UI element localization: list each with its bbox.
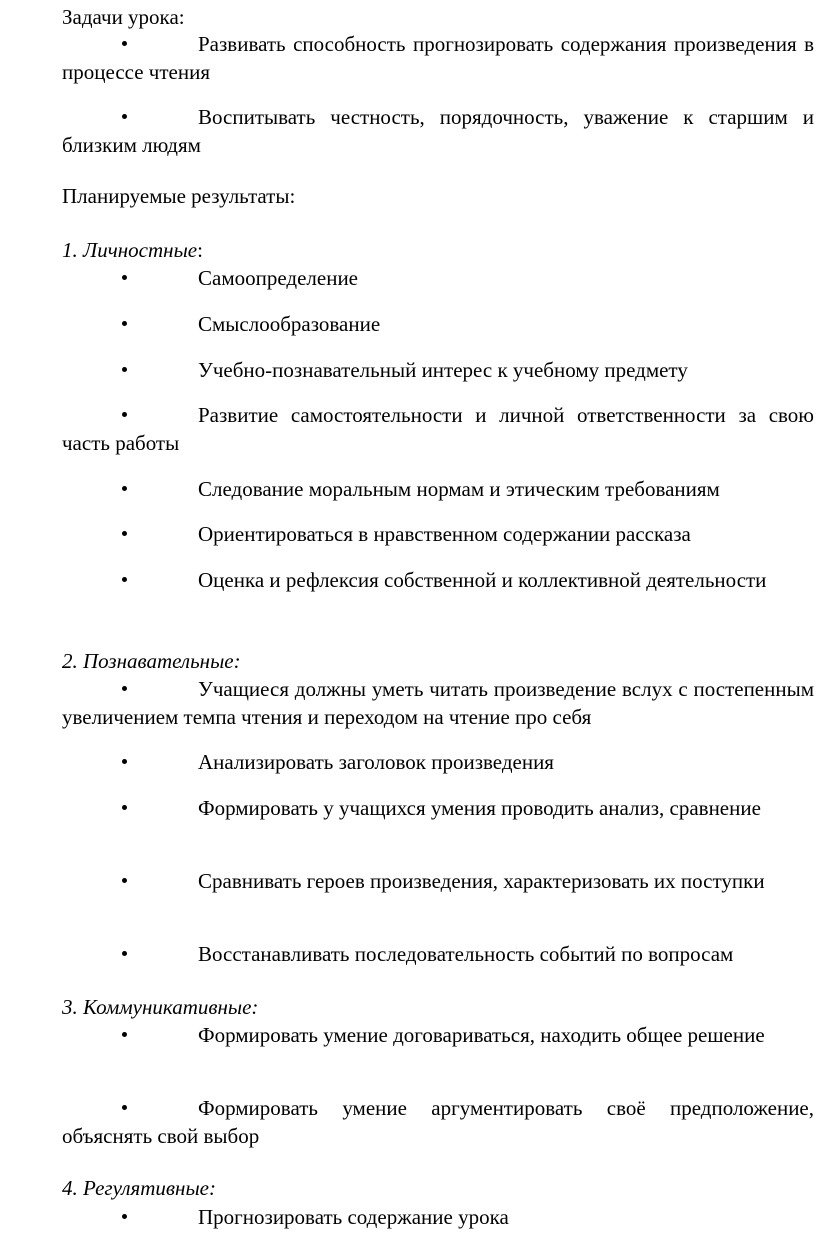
list-item bbox=[62, 1203, 814, 1231]
bullet-icon bbox=[122, 114, 127, 119]
section-label-text: 1. Личностные bbox=[62, 238, 198, 262]
list-item bbox=[62, 401, 814, 457]
bullet-icon bbox=[122, 412, 127, 417]
list-item bbox=[62, 356, 814, 384]
list-item bbox=[62, 794, 814, 822]
list-item bbox=[62, 748, 814, 776]
list-item bbox=[62, 310, 814, 338]
section-label-suffix: : bbox=[197, 238, 203, 262]
list-item bbox=[62, 867, 814, 895]
section-regulatory-label: 4. Регулятивные: bbox=[62, 1176, 216, 1200]
list-item bbox=[62, 103, 814, 159]
bullet-icon bbox=[122, 577, 127, 582]
bullet-icon bbox=[122, 805, 127, 810]
bullet-icon bbox=[122, 951, 127, 956]
bullet-icon bbox=[122, 1214, 127, 1219]
list-item-text: Самоопределение bbox=[198, 266, 359, 290]
bullet-icon bbox=[122, 367, 127, 372]
bullet-icon bbox=[122, 321, 127, 326]
section-cognitive-label: 2. Познавательные: bbox=[62, 649, 241, 673]
list-item-text: Восстанавливать последовательность событий по вопросам bbox=[198, 942, 734, 966]
list-item bbox=[62, 520, 814, 548]
list-item bbox=[62, 675, 814, 731]
bullet-icon bbox=[122, 41, 127, 46]
results-heading: Планируемые результаты: bbox=[62, 184, 296, 208]
list-item-text: Учащиеся должны уметь читать произведение вслух с постепенным увеличением темпа чтения и переходом на чтение про себя bbox=[62, 677, 814, 729]
list-item bbox=[62, 940, 814, 968]
list-item-text: Учебно-познавательный интерес к учебному предмету bbox=[198, 358, 688, 382]
list-item-text: Формировать умение аргументировать своё предположение, объяснять свой выбор bbox=[62, 1096, 814, 1148]
list-item-text: Следование моральным нормам и этическим требованиям bbox=[198, 477, 720, 501]
bullet-icon bbox=[122, 878, 127, 883]
list-item-text: Ориентироваться в нравственном содержании рассказа bbox=[198, 522, 691, 546]
list-item-text: Оценка и рефлексия собственной и коллективной деятельности bbox=[198, 568, 767, 592]
list-item-text: Прогнозировать содержание урока bbox=[198, 1205, 509, 1229]
bullet-icon bbox=[122, 486, 127, 491]
tasks-heading: Задачи урока: bbox=[62, 5, 185, 29]
list-item-text: Воспитывать честность, порядочность, уважение к старшим и близким людям bbox=[62, 105, 814, 157]
list-item-text: Сравнивать героев произведения, характеризовать их поступки bbox=[198, 869, 765, 893]
list-item bbox=[62, 264, 814, 292]
bullet-icon bbox=[122, 1032, 127, 1037]
bullet-icon bbox=[122, 1105, 127, 1110]
list-item-text: Развивать способность прогнозировать содержания произведения в процессе чтения bbox=[62, 32, 814, 84]
list-item-text: Формировать умение договариваться, находить общее решение bbox=[198, 1023, 765, 1047]
bullet-icon bbox=[122, 275, 127, 280]
list-item-text: Формировать у учащихся умения проводить анализ, сравнение bbox=[198, 796, 761, 820]
list-item bbox=[62, 1021, 814, 1049]
bullet-icon bbox=[122, 531, 127, 536]
list-item-text: Анализировать заголовок произведения bbox=[198, 750, 554, 774]
section-communicative-label: 3. Коммуникативные: bbox=[62, 995, 259, 1019]
bullet-icon bbox=[122, 759, 127, 764]
bullet-icon bbox=[122, 686, 127, 691]
list-item-text: Развитие самостоятельности и личной ответственности за свою часть работы bbox=[62, 403, 814, 455]
list-item bbox=[62, 1094, 814, 1150]
list-item bbox=[62, 475, 814, 503]
section-personal-label bbox=[62, 237, 203, 263]
list-item bbox=[62, 566, 814, 594]
list-item bbox=[62, 30, 814, 86]
list-item-text: Смыслообразование bbox=[198, 312, 381, 336]
